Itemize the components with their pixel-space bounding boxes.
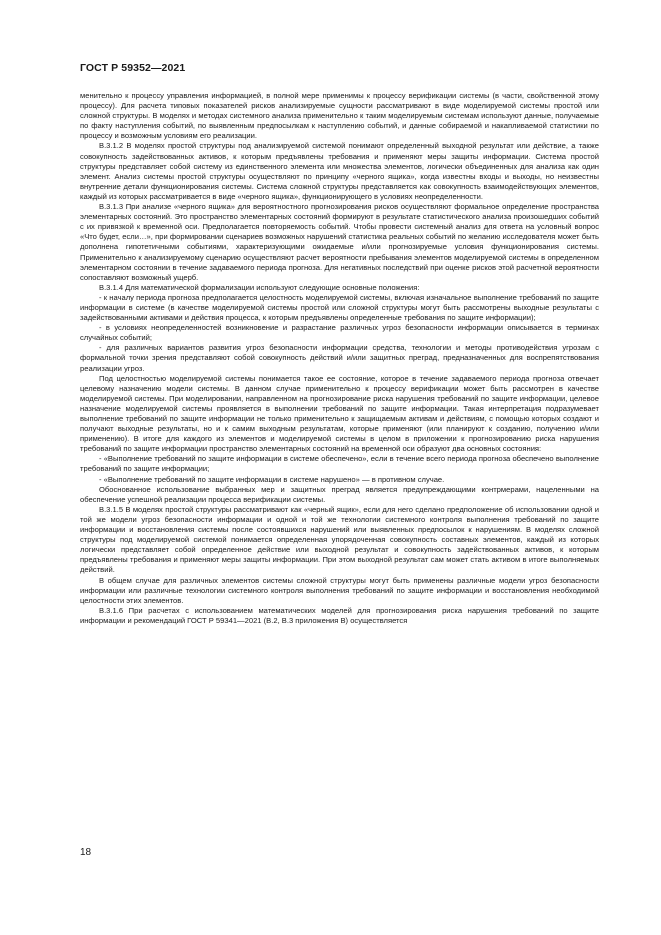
paragraph: В.3.1.5 В моделях простой структуры рассматривают как «черный ящик», если для него сделано предположение об использовании одной и той же модели угроз безопасности информации и одной и той же технологии системного контроля выполнения требований по защите информации и восстановления системы после состоявшихся нарушений или выявленных предпосылок к нарушениям. В моделях сложной структуры под моделируемой системой понимается определенная упорядоченная совокупность составных элементов, каждый из которых логически представляет собой определенное действие или выходной результат и совокупность задействованных активов, к которым предъявлены требования и применяют меры защиты информации. При этом выходной результат сам может стать активом в итоге выполняемых действий.	[80, 504, 599, 575]
paragraph: В общем случае для различных элементов системы сложной структуры могут быть применены различные модели угроз безопасности информации или различные технологии системного контроля выполнения требований по защите информации и восстановления необходимой целостности этих элементов.	[80, 575, 599, 605]
page-header: ГОСТ Р 59352—2021	[80, 62, 186, 74]
paragraph: Обоснованное использование выбранных мер и защитных преград является предупреждающими контрмерами, нацеленными на обеспечение успешной реализации процесса верификации системы.	[80, 484, 599, 504]
list-item: - «Выполнение требований по защите информации в системе нарушено» — в противном случае.	[99, 474, 445, 484]
paragraph: менительно к процессу управления информацией, в полной мере применимы к процессу верификации системы (в части, свойственной этому процессу). Для расчета типовых показателей рисков анализируемые сущности рассматривают в виде моделируемой системы простой или сложной структуры. В моделях и методах системного анализа применительно к таким моделируемым системам используют данные, получаемые по факту наступления событий, по выявленным предпосылкам к наступлению событий, и данные собираемой и накапливаемой статистики по процессу и возможным условиям его реализации.	[80, 91, 599, 141]
page-number: 18	[80, 847, 92, 858]
paragraph: В.3.1.4 Для математической формализации используют следующие основные положения:	[99, 282, 420, 292]
list-item: - в условиях неопределенностей возникновение и разрастание различных угроз безопасности информации описывается в терминах случайных событий;	[80, 323, 599, 343]
paragraph: В.3.1.6 При расчетах с использованием математических моделей для прогнозирования риска нарушения требований по защите информации и рекомендаций ГОСТ Р 59341—2021 (В.2, В.3 приложения В) осуществляется	[80, 605, 599, 625]
paragraph: В.3.1.2 В моделях простой структуры под анализируемой системой понимают определенный выходной результат или действие, а также совокупность задействованных активов, к которым предъявлены требования и применяют меры защиты информации. Система простой структуры представляет собой систему из единственного элемента или множества элементов, логически объединенных для анализа как один элемент. Анализ системы простой структуры осуществляют по принципу «черного ящика», когда известны входы и выходы, но неизвестны внутренние детали функционирования системы. Система сложной структуры представляется как совокупность взаимодействующих элементов, каждый из которых рассматривается в виде «черного ящика», функционирующего в условиях неопределенности.	[80, 141, 599, 201]
paragraph: Под целостностью моделируемой системы понимается такое ее состояние, которое в течение задаваемого периода прогноза отвечает целевому назначению модели системы. В данном случае применительно к процессу верификации может быть рассмотрен в качестве моделируемой системы. При моделировании, направленном на прогнозирование риска нарушения требований по защите информации, целевое назначение моделируемой системы проявляется в выполнении требований по защите информации. Такая интерпретация подразумевает выполнение требований по защите информации не только применительно к защищаемым активам и действиям, с помощью которых создают и получают выходные результаты, но и к самим выходным результатам, которые применяют (или планируют к созданию, получению и/или применению). В итоге для каждого из элементов и моделируемой системы в целом в приложении к прогнозированию риска нарушения требований по защите информации пространство элементарных состояний на временной оси образуют два основных состояния:	[80, 373, 599, 454]
list-item: - к началу периода прогноза предполагается целостность моделируемой системы, включая изначальное выполнение требований по защите информации в системе (в качестве моделируемой системы простой или сложной структуры могут быть рассмотрены выходные результаты с задействованными активами и действия процесса, к которым предъявлены определенные требования по защите информации);	[80, 292, 599, 323]
list-item: - для различных вариантов развития угроз безопасности информации средства, технологии и методы противодействия угрозам с формальной точки зрения представляют собой совокупность действий и/или защитных преград, предназначенных для воспрепятствования реализации угроз.	[80, 343, 599, 373]
document-body	[80, 91, 599, 626]
list-item: - «Выполнение требований по защите информации в системе обеспечено», если в течение всего периода прогноза обеспечено выполнение требований по защите информации;	[80, 454, 599, 474]
paragraph: В.3.1.3 При анализе «черного ящика» для вероятностного прогнозирования рисков осуществляют формальное определение пространства элементарных состояний. Это пространство элементарных состояний формируют в результате статистического анализа произошедших событий с их привязкой к временной оси. Предполагается повторяемость событий. Чтобы провести системный анализ для ответа на условный вопрос «Что будет, если…», при формировании сценариев возможных нарушений статистика реальных событий по желанию исследователя может быть дополнена гипотетичными событиями, характеризующими ожидаемые и/или прогнозируемые условия функционирования системы. Применительно к анализируемому сценарию осуществляют расчет вероятности пребывания элементов моделируемой системы в определенном элементарном состоянии в течение задаваемого периода прогноза. Для негативных последствий при оценке рисков этой расчетной вероятности сопоставляют возможный ущерб.	[80, 202, 599, 282]
